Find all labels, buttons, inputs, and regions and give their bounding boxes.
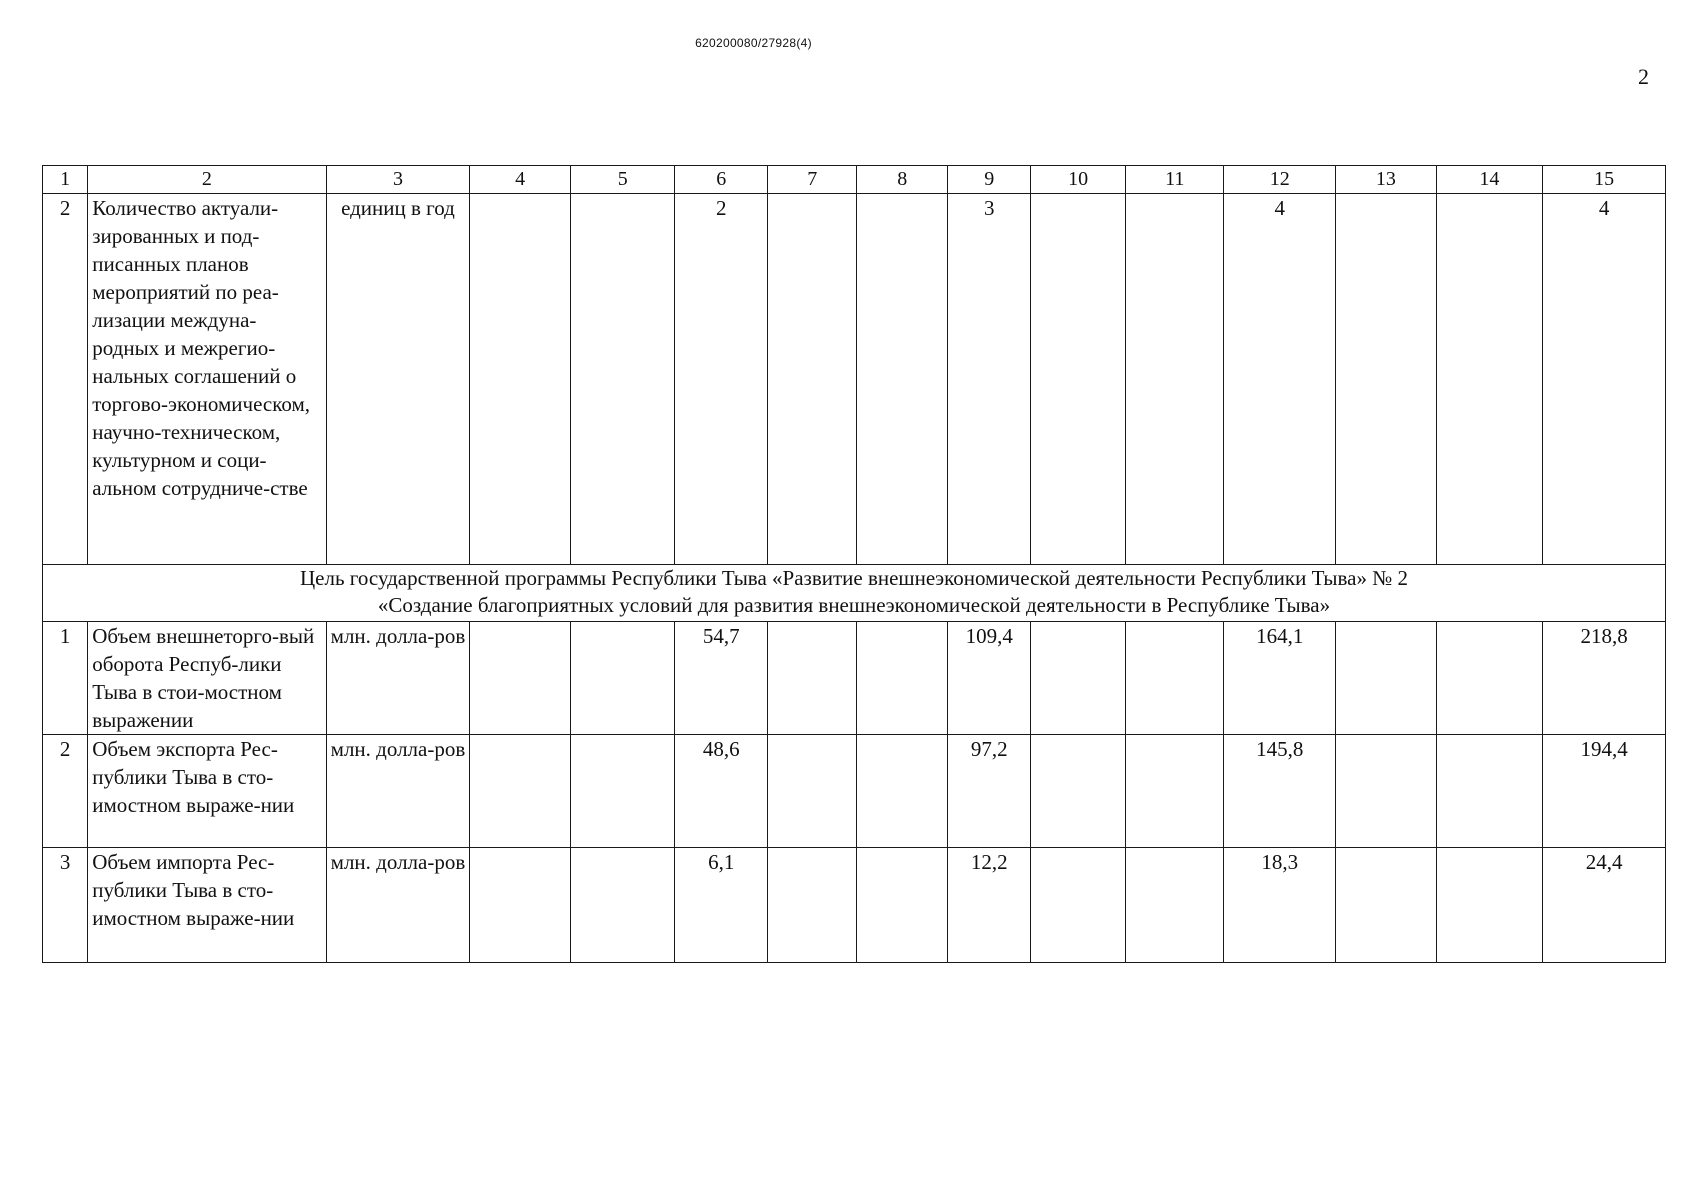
indicator-name: Объем экспорта Рес-публики Тыва в сто-имостном выраже-нии	[88, 735, 326, 848]
value-cell	[570, 735, 675, 848]
indicator-name: Объем импорта Рес-публики Тыва в сто-имостном выраже-нии	[88, 848, 326, 963]
table-row	[43, 622, 1666, 735]
column-header: 7	[767, 166, 856, 194]
value-cell	[1436, 848, 1543, 963]
value-cell	[1125, 622, 1224, 735]
value-cell: 6,1	[675, 848, 768, 963]
value-cell	[1125, 848, 1224, 963]
value-cell	[470, 848, 571, 963]
value-cell: 4	[1543, 194, 1666, 565]
value-cell	[767, 735, 856, 848]
value-cell	[570, 848, 675, 963]
row-number: 2	[43, 194, 88, 565]
value-cell	[1031, 848, 1126, 963]
unit-cell: млн. долла-ров	[326, 622, 470, 735]
value-cell: 109,4	[947, 622, 1030, 735]
value-cell: 12,2	[947, 848, 1030, 963]
value-cell: 18,3	[1224, 848, 1336, 963]
indicator-name: Объем внешнеторго-вый оборота Респуб-лики Тыва в стои-мостном выражении	[88, 622, 326, 735]
value-cell	[767, 194, 856, 565]
value-cell: 145,8	[1224, 735, 1336, 848]
value-cell: 54,7	[675, 622, 768, 735]
value-cell	[1031, 622, 1126, 735]
unit-cell: млн. долла-ров	[326, 735, 470, 848]
value-cell	[1336, 194, 1437, 565]
row-number: 2	[43, 735, 88, 848]
value-cell	[570, 622, 675, 735]
goal-line-1: Цель государственной программы Республики Тыва «Развитие внешнеэкономической деятельности Республики Тыва» № 2	[300, 566, 1408, 590]
value-cell: 4	[1224, 194, 1336, 565]
value-cell	[1336, 622, 1437, 735]
column-header: 15	[1543, 166, 1666, 194]
value-cell: 24,4	[1543, 848, 1666, 963]
column-header: 5	[570, 166, 675, 194]
indicators-table	[42, 165, 1666, 963]
column-header: 11	[1125, 166, 1224, 194]
unit-cell: млн. долла-ров	[326, 848, 470, 963]
value-cell: 48,6	[675, 735, 768, 848]
column-header: 14	[1436, 166, 1543, 194]
goal-row	[43, 565, 1666, 622]
value-cell: 3	[947, 194, 1030, 565]
column-header: 1	[43, 166, 88, 194]
column-header: 6	[675, 166, 768, 194]
value-cell	[857, 735, 948, 848]
table-row	[43, 194, 1666, 565]
value-cell	[767, 622, 856, 735]
value-cell	[857, 194, 948, 565]
value-cell	[1336, 848, 1437, 963]
column-header: 10	[1031, 166, 1126, 194]
row-number: 1	[43, 622, 88, 735]
page-number: 2	[1638, 64, 1649, 89]
unit-cell: единиц в год	[326, 194, 470, 565]
column-header: 4	[470, 166, 571, 194]
goal-line-2: «Создание благоприятных условий для развития внешнеэкономической деятельности в Республике Тыва»	[377, 593, 1331, 617]
value-cell	[470, 622, 571, 735]
value-cell	[767, 848, 856, 963]
value-cell	[570, 194, 675, 565]
value-cell	[1436, 735, 1543, 848]
value-cell	[470, 735, 571, 848]
value-cell	[1436, 622, 1543, 735]
column-header: 3	[326, 166, 470, 194]
value-cell	[1031, 194, 1126, 565]
value-cell	[857, 848, 948, 963]
goal-heading	[43, 565, 1666, 622]
value-cell	[1336, 735, 1437, 848]
column-header: 9	[947, 166, 1030, 194]
column-header: 12	[1224, 166, 1336, 194]
document-id: 620200080/27928(4)	[695, 36, 812, 50]
column-number-row	[43, 166, 1666, 194]
row-number: 3	[43, 848, 88, 963]
value-cell: 218,8	[1543, 622, 1666, 735]
value-cell	[1125, 735, 1224, 848]
value-cell: 164,1	[1224, 622, 1336, 735]
column-header: 13	[1336, 166, 1437, 194]
column-header: 2	[88, 166, 326, 194]
value-cell	[857, 622, 948, 735]
value-cell	[1125, 194, 1224, 565]
value-cell	[1436, 194, 1543, 565]
value-cell: 2	[675, 194, 768, 565]
value-cell: 194,4	[1543, 735, 1666, 848]
table-row	[43, 735, 1666, 848]
value-cell: 97,2	[947, 735, 1030, 848]
column-header: 8	[857, 166, 948, 194]
table-row	[43, 848, 1666, 963]
value-cell	[470, 194, 571, 565]
value-cell	[1031, 735, 1126, 848]
indicator-name: Количество актуали-зированных и под-писанных планов мероприятий по реа-лизации междуна-родных и межрегио-нальных соглашений о торгово-экономическом, научно-техническом, культурном и соци-альном сотрудниче-стве	[88, 194, 326, 565]
